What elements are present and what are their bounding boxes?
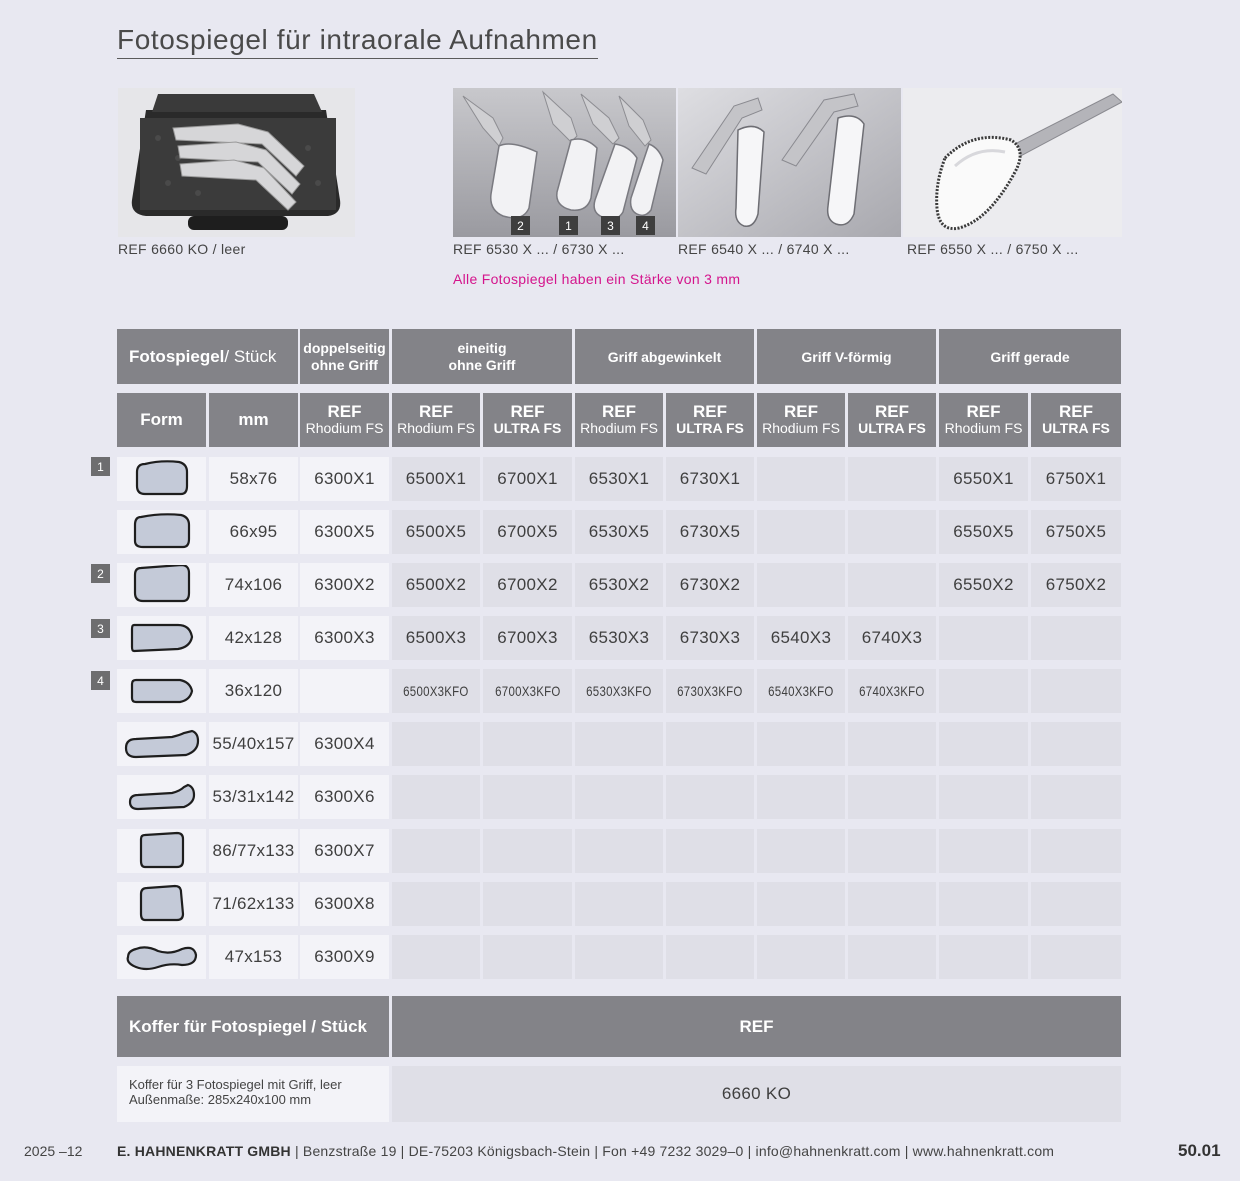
form-shape-cell — [117, 935, 206, 979]
ref-value: 6730X1 — [679, 469, 741, 488]
ref-value: 6700X3KFO — [494, 683, 561, 699]
mirror-shape-icon — [126, 783, 198, 811]
footer-street: Benzstraße 19 — [302, 1143, 397, 1159]
row-marker-3: 3 — [91, 619, 110, 638]
footer-sep: | — [400, 1143, 405, 1159]
sub-header-ref-label: REF — [693, 402, 727, 421]
ref-value: 6700X3 — [497, 628, 558, 647]
sub-header-ultra-label: ULTRA FS — [1042, 420, 1110, 436]
ref-cell — [666, 775, 754, 819]
ref-cell — [666, 722, 754, 766]
ref-cell — [575, 563, 663, 607]
ref-cell — [392, 935, 480, 979]
page-number: 50.01 — [1178, 1141, 1221, 1160]
ref-value: 6700X5 — [497, 522, 558, 541]
mirrors3-caption: REF 6550 X ... / 6750 X ... — [907, 241, 1079, 257]
photo-badge-1: 1 — [559, 216, 578, 235]
ref-cell — [483, 722, 572, 766]
ref-cell — [1031, 775, 1121, 819]
mm-cell: 71/62x133 — [209, 882, 298, 926]
header-fotospiegel — [117, 329, 298, 384]
ref-cell — [1031, 616, 1121, 660]
ref-value: 6540X3KFO — [768, 683, 834, 699]
sub-header-ref-rhodium — [575, 393, 663, 447]
ref-cell — [483, 669, 572, 713]
case-description-line1: Koffer für 3 Fotospiegel mit Griff, leer — [129, 1077, 342, 1092]
sub-header-ref-label: REF — [784, 402, 818, 421]
ref-value: 6540X3 — [770, 628, 832, 647]
sub-header-ref-label: REF — [419, 402, 453, 421]
ref-cell — [392, 563, 480, 607]
sub-header-ref-label: REF — [875, 402, 909, 421]
ref-value: 6300X1 — [314, 469, 375, 488]
ref-cell — [575, 829, 663, 873]
ref-value: 6730X2 — [679, 575, 741, 594]
ref-cell — [848, 935, 936, 979]
ref-value: 6500X2 — [405, 575, 467, 594]
ref-value: 6530X3KFO — [586, 683, 652, 699]
case-ref-value: 6660 KO — [392, 1066, 1121, 1122]
ref-cell — [1031, 722, 1121, 766]
header-einseitig-line2: ohne Griff — [448, 356, 516, 373]
ref-cell — [1031, 882, 1121, 926]
mirrors-photo-v-foermig — [678, 88, 901, 237]
mirror-shape-icon — [131, 513, 193, 551]
form-shape-cell — [117, 722, 206, 766]
sub-header-rhodium-label: Rhodium FS — [305, 420, 384, 436]
ref-cell — [939, 669, 1028, 713]
mm-cell: 86/77x133 — [209, 829, 298, 873]
row-marker-2: 2 — [91, 564, 110, 583]
ref-cell — [1031, 669, 1121, 713]
ref-value: 6530X1 — [588, 469, 650, 488]
ref-cell — [392, 775, 480, 819]
sub-header-ref-rhodium — [939, 393, 1028, 447]
ref-value: 6300X3 — [314, 628, 375, 647]
ref-value: 6300X9 — [314, 947, 375, 966]
ref-cell — [939, 775, 1028, 819]
sub-header-mm: mm — [209, 393, 298, 447]
mirrors-photo-abgewinkelt — [453, 88, 676, 237]
ref-cell — [392, 722, 480, 766]
mirror-shape-icon — [133, 460, 191, 498]
sub-header-ref-ultra — [666, 393, 754, 447]
form-shape-cell — [117, 563, 206, 607]
ref-cell — [939, 616, 1028, 660]
ref-cell — [483, 510, 572, 554]
ref-cell — [300, 669, 389, 713]
mirror-shape-icon — [124, 939, 200, 975]
ref-cell — [939, 563, 1028, 607]
ref-cell — [300, 563, 389, 607]
ref-cell — [757, 457, 845, 501]
ref-value: 6730X3KFO — [677, 683, 743, 699]
photo-badge-3: 3 — [601, 216, 620, 235]
ref-cell — [757, 510, 845, 554]
header-einseitig-line1: eineitig — [457, 339, 507, 356]
ref-value: 6300X6 — [314, 787, 375, 806]
ref-cell — [392, 669, 480, 713]
ref-value: 6300X7 — [314, 841, 375, 860]
mirror-shape-icon — [137, 831, 187, 871]
header-fotospiegel-bold: Fotospiegel — [129, 346, 225, 366]
ref-value: 6530X3 — [588, 628, 650, 647]
ref-cell — [1031, 563, 1121, 607]
ref-cell — [1031, 935, 1121, 979]
ref-cell — [300, 775, 389, 819]
ref-cell — [757, 563, 845, 607]
sub-header-ref-label: REF — [602, 402, 636, 421]
case-photo — [118, 88, 355, 237]
ref-cell — [392, 882, 480, 926]
ref-value: 6300X5 — [314, 522, 375, 541]
sub-header-form: Form — [117, 393, 206, 447]
sub-header-ref-ultra — [1031, 393, 1121, 447]
form-shape-cell — [117, 882, 206, 926]
ref-value: 6750X2 — [1045, 575, 1107, 594]
case-header-ref: REF — [392, 996, 1121, 1057]
ref-cell — [757, 775, 845, 819]
mirror-shape-icon — [131, 565, 193, 605]
ref-cell — [575, 722, 663, 766]
sub-header-ref-rhodium — [757, 393, 845, 447]
ref-cell — [848, 510, 936, 554]
header-doppelseitig-line2: ohne Griff — [311, 356, 378, 373]
ref-value: 6300X2 — [314, 575, 375, 594]
footer-company: E. HAHNENKRATT GMBH — [117, 1143, 291, 1159]
ref-cell — [300, 510, 389, 554]
ref-cell — [483, 829, 572, 873]
thickness-note: Alle Fotospiegel haben ein Stärke von 3 mm — [453, 271, 741, 287]
sub-header-rhodium-label: Rhodium FS — [762, 420, 840, 436]
ref-cell — [848, 882, 936, 926]
mm-cell: 74x106 — [209, 563, 298, 607]
ref-value: 6500X3 — [405, 628, 467, 647]
ref-value: 6730X5 — [679, 522, 741, 541]
ref-value: 6730X3 — [679, 628, 741, 647]
ref-cell — [392, 457, 480, 501]
ref-value: 6750X5 — [1045, 522, 1107, 541]
ref-cell — [575, 510, 663, 554]
ref-cell — [483, 775, 572, 819]
ref-value: 6500X5 — [405, 522, 467, 541]
ref-value: 6300X8 — [314, 894, 375, 913]
ref-cell — [483, 616, 572, 660]
form-shape-cell — [117, 775, 206, 819]
form-shape-cell — [117, 457, 206, 501]
mm-cell: 58x76 — [209, 457, 298, 501]
mm-cell: 42x128 — [209, 616, 298, 660]
ref-value: 6740X3KFO — [859, 683, 925, 699]
footer-email[interactable]: info@hahnenkratt.com — [755, 1143, 901, 1159]
ref-cell — [848, 563, 936, 607]
ref-cell — [666, 457, 754, 501]
ref-cell — [392, 616, 480, 660]
form-shape-cell — [117, 669, 206, 713]
ref-cell — [575, 669, 663, 713]
header-einseitig — [392, 329, 572, 384]
ref-cell — [575, 882, 663, 926]
ref-cell — [939, 457, 1028, 501]
ref-cell — [757, 669, 845, 713]
ref-cell — [1031, 829, 1121, 873]
footer-sep: | — [594, 1143, 599, 1159]
ref-cell — [575, 616, 663, 660]
mirrors2-caption: REF 6540 X ... / 6740 X ... — [678, 241, 850, 257]
sub-header-ultra-label: ULTRA FS — [858, 420, 926, 436]
ref-cell — [666, 563, 754, 607]
form-shape-cell — [117, 829, 206, 873]
page-title: Fotospiegel für intraorale Aufnahmen — [117, 24, 598, 59]
ref-cell — [848, 616, 936, 660]
ref-cell — [483, 563, 572, 607]
mirror-shape-icon — [128, 672, 196, 710]
ref-cell — [483, 935, 572, 979]
sub-header-ref-ultra — [848, 393, 936, 447]
footer-city: DE-75203 Königsbach-Stein — [408, 1143, 591, 1159]
ref-cell — [1031, 457, 1121, 501]
ref-value: 6500X1 — [405, 469, 467, 488]
ref-value: 6500X3KFO — [403, 683, 469, 699]
ref-cell — [666, 669, 754, 713]
sub-header-ref-rhodium — [300, 393, 389, 447]
ref-cell — [1031, 510, 1121, 554]
ref-cell — [483, 882, 572, 926]
case-header-label: Koffer für Fotospiegel / Stück — [117, 996, 389, 1057]
case-description-line2: Außenmaße: 285x240x100 mm — [129, 1092, 312, 1107]
ref-cell — [757, 616, 845, 660]
sub-header-ref-ultra — [483, 393, 572, 447]
ref-cell — [757, 829, 845, 873]
photo-badge-2: 2 — [511, 216, 530, 235]
ref-cell — [939, 935, 1028, 979]
sub-header-ref-label: REF — [510, 402, 545, 421]
ref-cell — [666, 616, 754, 660]
mm-cell: 53/31x142 — [209, 775, 298, 819]
footer-address — [117, 1143, 1054, 1159]
mirror-shape-icon — [128, 619, 196, 657]
header-v-foermig: Griff V-förmig — [757, 329, 936, 384]
ref-value: 6700X1 — [497, 469, 558, 488]
ref-cell — [300, 457, 389, 501]
sub-header-ref-rhodium — [392, 393, 480, 447]
ref-cell — [666, 829, 754, 873]
ref-cell — [575, 775, 663, 819]
ref-cell — [757, 882, 845, 926]
mirrors-photo-gerade — [903, 88, 1122, 237]
sub-header-rhodium-label: Rhodium FS — [944, 420, 1023, 436]
ref-cell — [848, 775, 936, 819]
ref-value: 6530X5 — [588, 522, 650, 541]
sub-header-ultra-label: ULTRA FS — [493, 420, 562, 436]
ref-cell — [575, 457, 663, 501]
mirror-shape-icon — [122, 729, 202, 759]
ref-cell — [666, 935, 754, 979]
ref-cell — [939, 722, 1028, 766]
row-marker-4: 4 — [91, 671, 110, 690]
ref-value: 6740X3 — [861, 628, 923, 647]
footer-sep: | — [294, 1143, 299, 1159]
ref-value: 6550X1 — [953, 469, 1014, 488]
case-description — [117, 1066, 389, 1122]
footer-web[interactable]: www.hahnenkratt.com — [912, 1143, 1055, 1159]
ref-cell — [300, 616, 389, 660]
sub-header-ref-label: REF — [1059, 402, 1093, 421]
mm-cell: 47x153 — [209, 935, 298, 979]
mm-cell: 36x120 — [209, 669, 298, 713]
sub-header-rhodium-label: Rhodium FS — [397, 420, 475, 436]
ref-cell — [848, 457, 936, 501]
ref-value: 6300X4 — [314, 734, 375, 753]
sub-header-rhodium-label: Rhodium FS — [580, 420, 658, 436]
sub-header-ref-label: REF — [327, 402, 362, 421]
photo-badge-4: 4 — [636, 216, 655, 235]
ref-cell — [392, 510, 480, 554]
footer-sep: | — [747, 1143, 752, 1159]
header-abgewinkelt: Griff abgewinkelt — [575, 329, 754, 384]
ref-value: 6700X2 — [497, 575, 558, 594]
form-shape-cell — [117, 616, 206, 660]
ref-cell — [939, 829, 1028, 873]
mirrors1-caption: REF 6530 X ... / 6730 X ... — [453, 241, 625, 257]
header-doppelseitig — [300, 329, 389, 384]
ref-cell — [666, 510, 754, 554]
form-shape-cell — [117, 510, 206, 554]
mm-cell: 66x95 — [209, 510, 298, 554]
ref-cell — [300, 829, 389, 873]
header-doppelseitig-line1: doppelseitig — [303, 339, 386, 356]
header-fotospiegel-rest: / Stück — [224, 346, 277, 366]
ref-cell — [939, 882, 1028, 926]
ref-cell — [483, 457, 572, 501]
footer-sep: | — [904, 1143, 909, 1159]
mirror-shape-icon — [137, 884, 187, 924]
ref-value: 6550X5 — [953, 522, 1014, 541]
ref-cell — [757, 935, 845, 979]
case-caption: REF 6660 KO / leer — [118, 241, 246, 257]
mm-cell: 55/40x157 — [209, 722, 298, 766]
sub-header-ref-label: REF — [966, 402, 1001, 421]
ref-cell — [848, 722, 936, 766]
sub-header-ultra-label: ULTRA FS — [676, 420, 744, 436]
ref-value: 6750X1 — [1045, 469, 1107, 488]
header-gerade: Griff gerade — [939, 329, 1121, 384]
ref-cell — [666, 882, 754, 926]
ref-cell — [575, 935, 663, 979]
row-marker-1: 1 — [91, 457, 110, 476]
footer-date: 2025 –12 — [24, 1143, 83, 1159]
ref-cell — [848, 829, 936, 873]
footer-phone: Fon +49 7232 3029–0 — [602, 1143, 744, 1159]
ref-value: 6530X2 — [588, 575, 650, 594]
ref-cell — [757, 722, 845, 766]
ref-value: 6550X2 — [953, 575, 1014, 594]
ref-cell — [300, 882, 389, 926]
ref-cell — [300, 722, 389, 766]
ref-cell — [939, 510, 1028, 554]
ref-cell — [848, 669, 936, 713]
ref-cell — [392, 829, 480, 873]
ref-cell — [300, 935, 389, 979]
